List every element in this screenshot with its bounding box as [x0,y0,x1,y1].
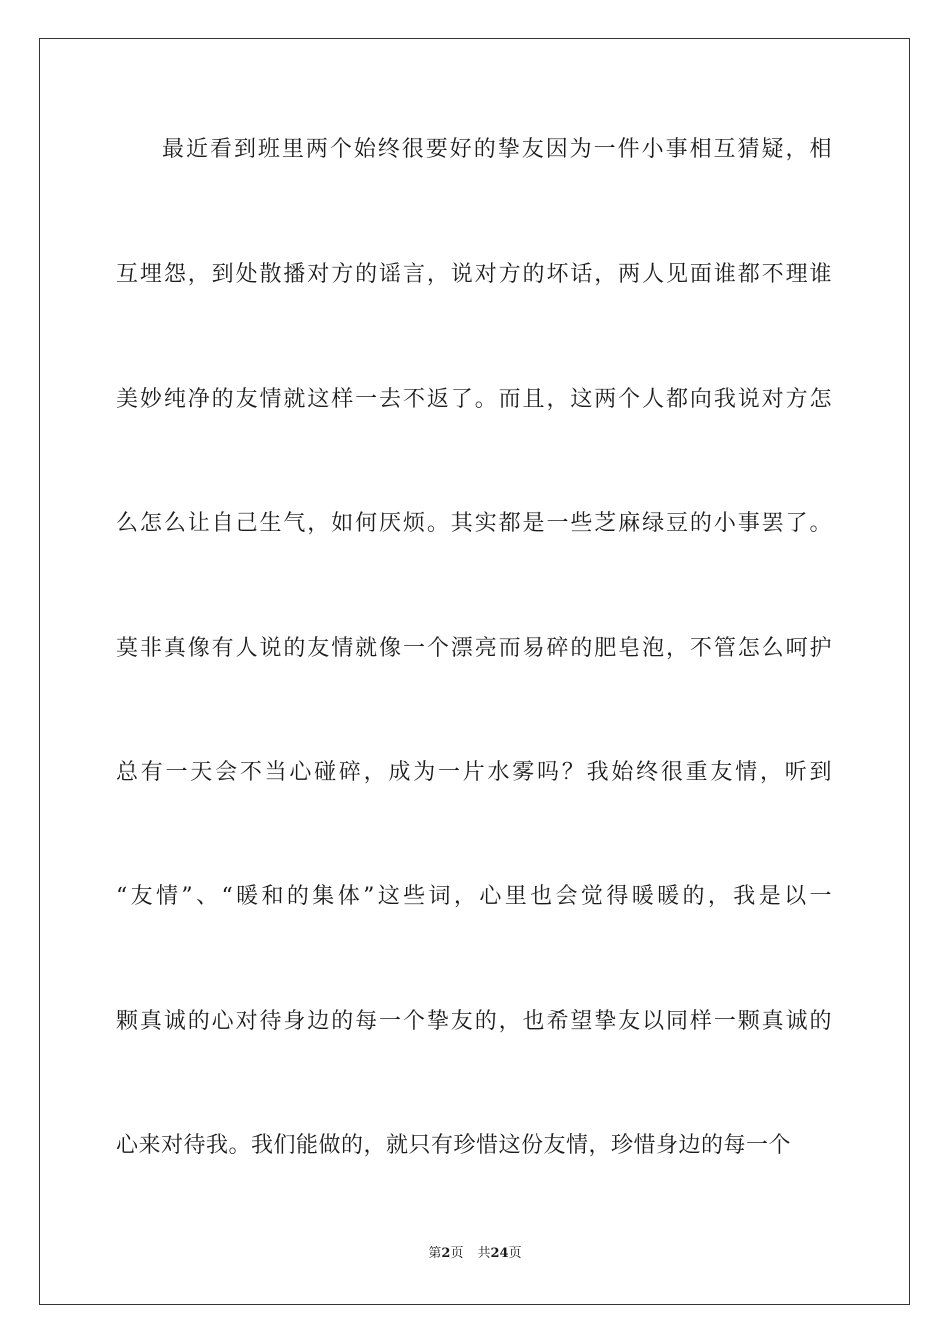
page-prefix: 第 [428,1246,442,1261]
body-line-9: 心来对待我。我们能做的，就只有珍惜这份友情，珍惜身边的每一个 [116,1133,792,1158]
body-line-6: 总有一天会不当心碰碎，成为一片水雾吗？我始终很重友情，听到 [116,760,832,785]
page-frame [39,38,910,1305]
body-line-1: 最近看到班里两个始终很要好的挚友因为一件小事相互猜疑，相 [162,137,832,162]
body-line-8: 颗真诚的心对待身边的每一个挚友的，也希望挚友以同样一颗真诚的 [116,1009,832,1034]
body-line-3: 美妙纯净的友情就这样一去不返了。而且，这两个人都向我说对方怎 [116,387,832,412]
page-suffix: 页 [450,1246,464,1261]
total-suffix: 页 [508,1246,522,1261]
total-pages: 24 [490,1246,509,1261]
page-number: 2 [441,1246,451,1261]
page-footer [0,1244,950,1264]
body-line-5: 莫非真像有人说的友情就像一个漂亮而易碎的肥皂泡，不管怎么呵护 [116,636,832,661]
total-prefix: 共 [477,1246,491,1261]
body-line-7: “友情”、“暖和的集体”这些词，心里也会觉得暖暖的，我是以一 [116,884,832,909]
body-line-2: 互埋怨，到处散播对方的谣言，说对方的坏话，两人见面谁都不理谁 [116,262,832,287]
body-line-4: 么怎么让自己生气，如何厌烦。其实都是一些芝麻绿豆的小事罢了。 [116,511,832,536]
